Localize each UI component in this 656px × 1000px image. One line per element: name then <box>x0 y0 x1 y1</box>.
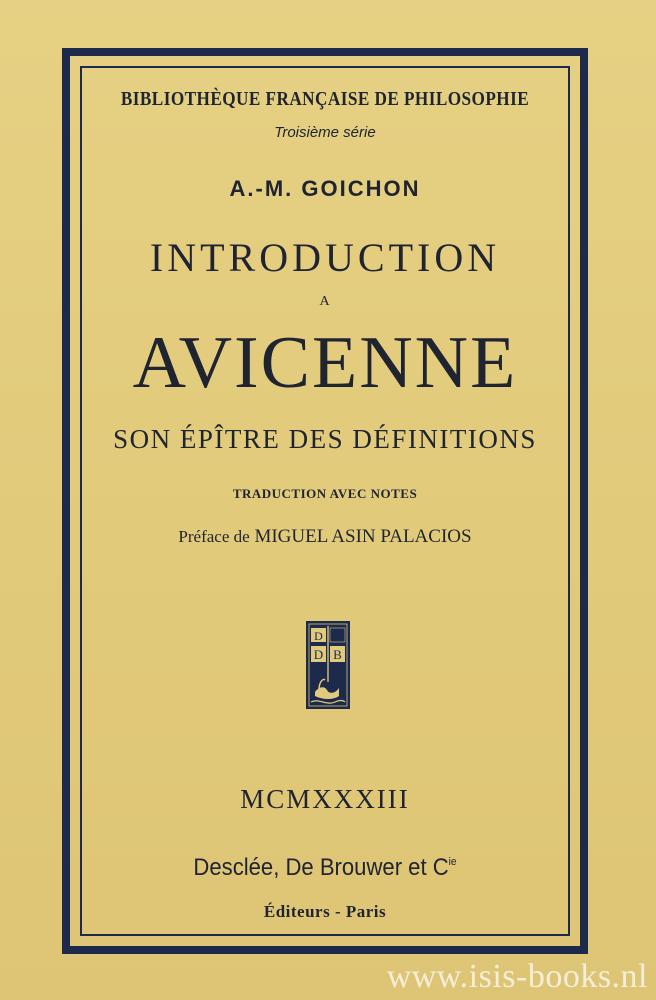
author-name: A.-M. GOICHON <box>229 176 421 201</box>
series-title: BIBLIOTHÈQUE FRANÇAISE DE PHILOSOPHIE <box>120 88 530 110</box>
preface-author: MIGUEL ASIN PALACIOS <box>254 526 472 547</box>
subtitle: SON ÉPÎTRE DES DÉFINITIONS <box>113 424 537 454</box>
mark-letter-1: D <box>314 629 323 643</box>
mark-letter-2: D <box>313 647 324 662</box>
publisher-line <box>100 854 551 882</box>
watermark: www.isis-books.nl <box>386 958 648 995</box>
mark-letter-3: B <box>333 647 342 662</box>
publisher-mark-icon <box>305 620 351 710</box>
publisher-place: Éditeurs - Paris <box>263 902 387 921</box>
translation-note: TRADUCTION AVEC NOTES <box>232 486 418 501</box>
series-subtitle: Troisième série <box>274 124 376 141</box>
title-connector: A <box>319 294 331 309</box>
publisher-suffix: ie <box>448 856 457 868</box>
title-line-1: INTRODUCTION <box>149 235 501 280</box>
preface-line <box>80 526 570 548</box>
title-line-2: AVICENNE <box>132 322 518 404</box>
preface-prefix: Préface de <box>178 527 250 546</box>
publication-year: MCMXXXIII <box>240 784 410 814</box>
publisher-name: Desclée, De Brouwer et C <box>193 854 449 881</box>
